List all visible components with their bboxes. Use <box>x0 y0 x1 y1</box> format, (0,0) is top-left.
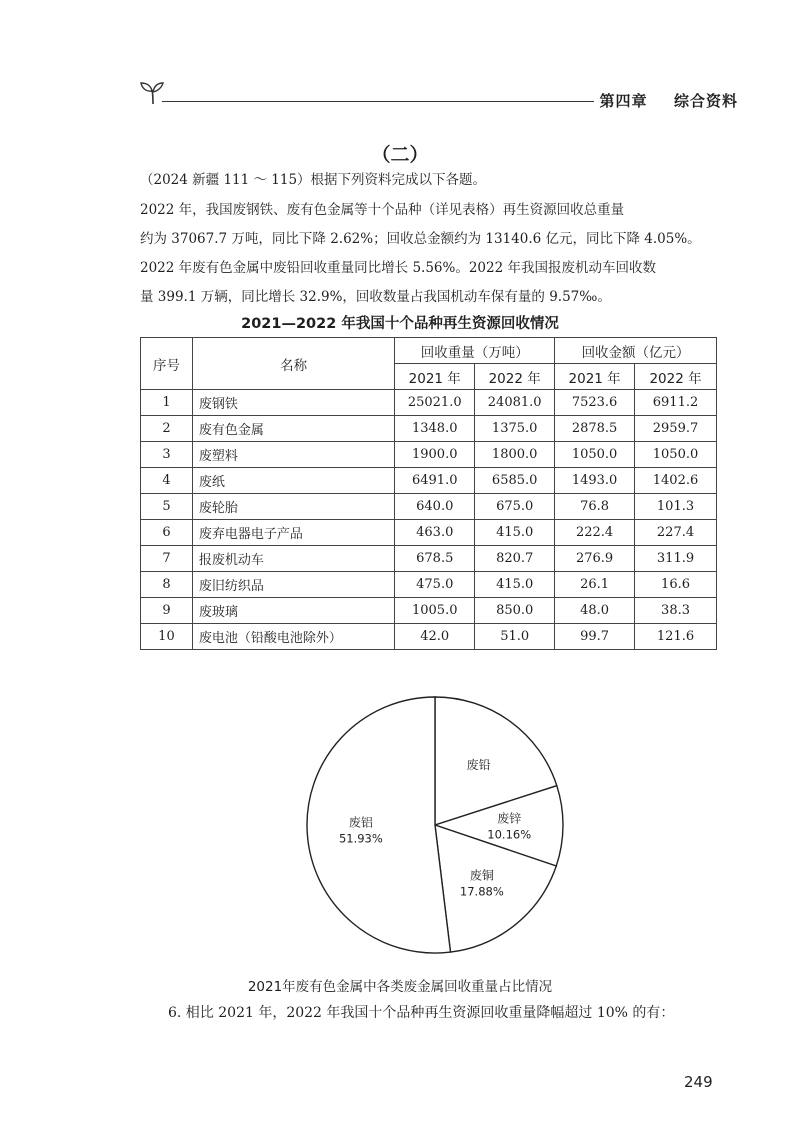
row-name: 废纸 <box>192 468 394 494</box>
header-amount: 回收金额（亿元） <box>555 338 717 364</box>
table-row <box>141 546 717 572</box>
amount-2021: 2878.5 <box>555 416 635 442</box>
amount-2021: 276.9 <box>555 546 635 572</box>
amount-2022: 227.4 <box>635 520 717 546</box>
amount-2021: 7523.6 <box>555 390 635 416</box>
paragraph-line: 约为 37067.7 万吨，同比下降 2.62%；回收总金额约为 13140.6 亿元，同比下降 4.05%。 <box>140 231 701 247</box>
amount-2022: 101.3 <box>635 494 717 520</box>
header-weight-2022: 2022 年 <box>475 364 555 390</box>
row-name: 废塑料 <box>192 442 394 468</box>
amount-2022: 6911.2 <box>635 390 717 416</box>
weight-2022: 850.0 <box>475 598 555 624</box>
row-index: 6 <box>141 520 193 546</box>
question-text: 6. 相比 2021 年，2022 年我国十个品种再生资源回收重量降幅超过 10% 的有： <box>168 1005 675 1021</box>
row-index: 7 <box>141 546 193 572</box>
amount-2022: 2959.7 <box>635 416 717 442</box>
pie-slice-value: 17.88% <box>459 884 504 899</box>
weight-2021: 1005.0 <box>395 598 475 624</box>
page-header <box>138 78 738 108</box>
amount-2021: 76.8 <box>555 494 635 520</box>
table-row <box>141 624 717 650</box>
header-name: 名称 <box>192 338 394 390</box>
amount-2021: 222.4 <box>555 520 635 546</box>
weight-2022: 24081.0 <box>475 390 555 416</box>
weight-2021: 25021.0 <box>395 390 475 416</box>
row-name: 废电池（铅酸电池除外） <box>192 624 394 650</box>
weight-2022: 1800.0 <box>475 442 555 468</box>
pie-slice-value: 10.16% <box>487 827 532 842</box>
amount-2022: 1050.0 <box>635 442 717 468</box>
amount-2022: 16.6 <box>635 572 717 598</box>
weight-2021: 1348.0 <box>395 416 475 442</box>
weight-2021: 42.0 <box>395 624 475 650</box>
amount-2022: 121.6 <box>635 624 717 650</box>
recycling-table <box>140 337 717 650</box>
amount-2022: 38.3 <box>635 598 717 624</box>
weight-2021: 1900.0 <box>395 442 475 468</box>
weight-2021: 678.5 <box>395 546 475 572</box>
header-amount-2021: 2021 年 <box>555 364 635 390</box>
row-name: 废轮胎 <box>192 494 394 520</box>
section-title: （二） <box>371 144 429 166</box>
row-name: 废钢铁 <box>192 390 394 416</box>
header-weight: 回收重量（万吨） <box>395 338 555 364</box>
weight-2021: 475.0 <box>395 572 475 598</box>
weight-2021: 640.0 <box>395 494 475 520</box>
table-row <box>141 468 717 494</box>
paragraph-line: 量 399.1 万辆，同比增长 32.9%，回收数量占我国机动车保有量的 9.57‰。 <box>140 289 611 305</box>
weight-2022: 6585.0 <box>475 468 555 494</box>
chapter-heading <box>594 90 739 111</box>
table-row <box>141 442 717 468</box>
row-index: 4 <box>141 468 193 494</box>
amount-2021: 26.1 <box>555 572 635 598</box>
pie-chart <box>300 690 570 960</box>
amount-2022: 311.9 <box>635 546 717 572</box>
pie-slice-label: 废锌 <box>497 811 522 826</box>
row-name: 废旧纺织品 <box>192 572 394 598</box>
pie-slice-value: 51.93% <box>338 831 383 846</box>
weight-2022: 415.0 <box>475 520 555 546</box>
table-title: 2021—2022 年我国十个品种再生资源回收情况 <box>241 316 559 332</box>
row-name: 废弃电器电子产品 <box>192 520 394 546</box>
weight-2021: 6491.0 <box>395 468 475 494</box>
table-row <box>141 494 717 520</box>
paragraph-line: 2022 年，我国废钢铁、废有色金属等十个品种（详见表格）再生资源回收总重量 <box>140 202 625 218</box>
table-row <box>141 598 717 624</box>
row-name: 废玻璃 <box>192 598 394 624</box>
row-index: 3 <box>141 442 193 468</box>
amount-2021: 99.7 <box>555 624 635 650</box>
chart-title: 2021年废有色金属中各类废金属回收重量占比情况 <box>247 979 553 995</box>
header-index: 序号 <box>141 338 193 390</box>
pie-slice-label: 废铝 <box>348 815 373 830</box>
weight-2021: 463.0 <box>395 520 475 546</box>
table-row <box>141 520 717 546</box>
row-index: 5 <box>141 494 193 520</box>
table-row <box>141 572 717 598</box>
weight-2022: 51.0 <box>475 624 555 650</box>
row-name: 报废机动车 <box>192 546 394 572</box>
row-name: 废有色金属 <box>192 416 394 442</box>
header-weight-2021: 2021 年 <box>395 364 475 390</box>
amount-2021: 48.0 <box>555 598 635 624</box>
header-amount-2022: 2022 年 <box>635 364 717 390</box>
pie-slice-label: 废铅 <box>466 757 491 772</box>
amount-2021: 1050.0 <box>555 442 635 468</box>
table-row <box>141 390 717 416</box>
source-line: （2024 新疆 111 ～ 115）根据下列资料完成以下各题。 <box>140 172 487 188</box>
pie-slice-label: 废铜 <box>469 868 494 883</box>
paragraph-line: 2022 年废有色金属中废铅回收重量同比增长 5.56%。2022 年我国报废机动车回收数 <box>140 260 656 276</box>
row-index: 10 <box>141 624 193 650</box>
page-number: 249 <box>684 1073 713 1091</box>
amount-2021: 1493.0 <box>555 468 635 494</box>
row-index: 2 <box>141 416 193 442</box>
pie-slice <box>307 697 450 953</box>
weight-2022: 820.7 <box>475 546 555 572</box>
weight-2022: 675.0 <box>475 494 555 520</box>
weight-2022: 415.0 <box>475 572 555 598</box>
sprout-icon <box>138 78 168 108</box>
table-row <box>141 416 717 442</box>
chapter-section-name: 综合资料 <box>673 92 738 110</box>
row-index: 1 <box>141 390 193 416</box>
amount-2022: 1402.6 <box>635 468 717 494</box>
weight-2022: 1375.0 <box>475 416 555 442</box>
row-index: 8 <box>141 572 193 598</box>
chapter-label: 第四章 <box>599 92 648 110</box>
row-index: 9 <box>141 598 193 624</box>
